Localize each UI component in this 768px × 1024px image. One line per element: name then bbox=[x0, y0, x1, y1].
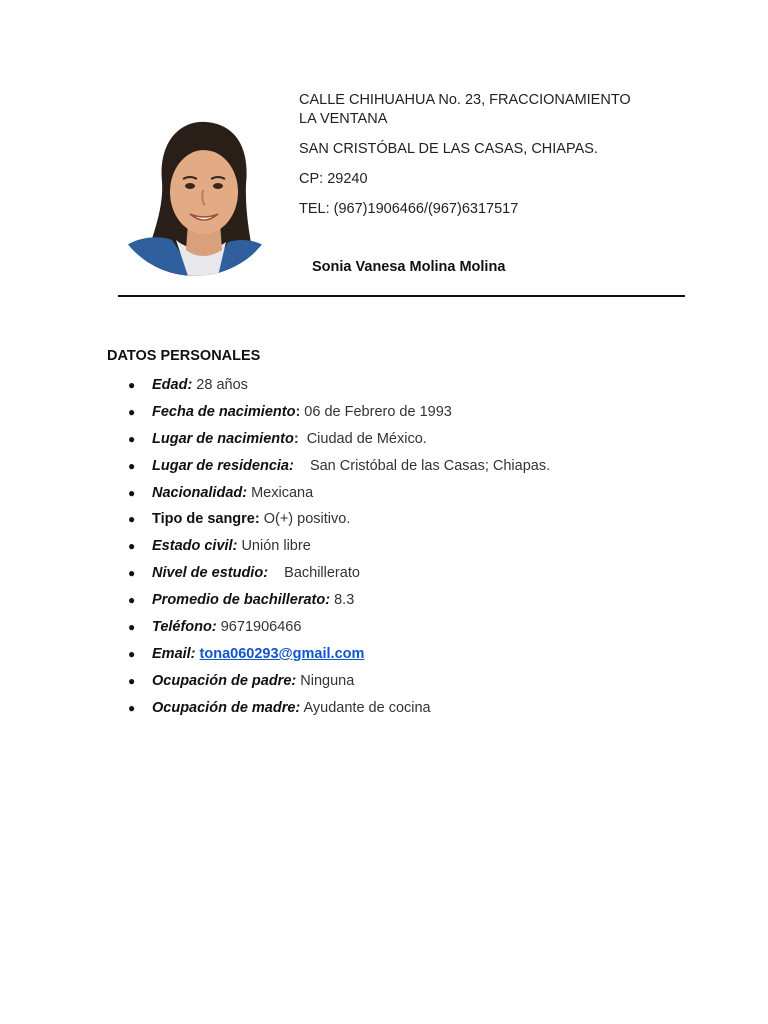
detail-label-colon: : bbox=[293, 430, 299, 447]
bullet-icon: ● bbox=[128, 646, 136, 661]
bullet-icon: ● bbox=[128, 566, 136, 581]
bullet-icon: ● bbox=[128, 673, 136, 688]
profile-photo-illustration bbox=[110, 112, 280, 276]
detail-blood-type bbox=[0, 510, 768, 537]
detail-father-occupation bbox=[0, 672, 768, 699]
bullet-icon: ● bbox=[128, 700, 136, 715]
detail-label: Fecha de nacimiento bbox=[152, 403, 296, 420]
address-city: SAN CRISTÓBAL DE LAS CASAS, CHIAPAS. bbox=[299, 141, 598, 157]
detail-value: Ninguna bbox=[296, 672, 355, 689]
detail-value: 8.3 bbox=[330, 592, 355, 609]
detail-nationality bbox=[0, 484, 768, 511]
detail-value: Bachillerato bbox=[268, 565, 360, 582]
detail-label: Email: bbox=[152, 645, 196, 662]
detail-label: Lugar de nacimiento bbox=[152, 430, 294, 447]
address-phone: TEL: (967)1906466/(967)6317517 bbox=[299, 201, 519, 217]
detail-label: Ocupación de madre: bbox=[152, 699, 301, 716]
personal-details-list bbox=[0, 376, 768, 726]
detail-value: Ciudad de México. bbox=[298, 430, 427, 447]
detail-label: Teléfono: bbox=[152, 619, 217, 636]
bullet-icon: ● bbox=[128, 458, 136, 473]
bullet-icon: ● bbox=[128, 485, 136, 500]
bullet-icon: ● bbox=[128, 512, 136, 527]
detail-age bbox=[0, 376, 768, 403]
detail-label: Ocupación de padre: bbox=[152, 672, 297, 689]
header-divider bbox=[118, 295, 685, 297]
detail-label: Promedio de bachillerato: bbox=[152, 592, 331, 609]
detail-value: Unión libre bbox=[237, 538, 311, 555]
detail-mother-occupation bbox=[0, 699, 768, 726]
detail-label: Estado civil: bbox=[152, 538, 238, 555]
detail-value: Ayudante de cocina bbox=[300, 699, 431, 716]
detail-value: 28 años bbox=[192, 377, 248, 393]
detail-value: Mexicana bbox=[247, 484, 314, 501]
detail-label-colon: : bbox=[295, 403, 301, 420]
address-line-1: CALLE CHIHUAHUA No. 23, FRACCIONAMIENTO bbox=[299, 92, 631, 108]
bullet-icon: ● bbox=[128, 404, 136, 419]
email-link[interactable]: tona060293@gmail.com bbox=[199, 645, 365, 662]
detail-residence bbox=[0, 457, 768, 484]
bullet-icon: ● bbox=[128, 620, 136, 635]
address-line-2: LA VENTANA bbox=[299, 111, 388, 127]
bullet-icon: ● bbox=[128, 378, 136, 392]
detail-value: 9671906466 bbox=[216, 619, 302, 636]
detail-email bbox=[0, 645, 768, 672]
detail-marital-status bbox=[0, 537, 768, 564]
address-postal-code: CP: 29240 bbox=[299, 171, 368, 187]
bullet-icon: ● bbox=[128, 431, 136, 446]
detail-birth-date bbox=[0, 403, 768, 430]
detail-value: O(+) positivo. bbox=[259, 511, 351, 528]
bullet-icon: ● bbox=[128, 539, 136, 554]
detail-label: Tipo de sangre: bbox=[152, 511, 260, 528]
bullet-icon: ● bbox=[128, 593, 136, 608]
detail-label: Edad: bbox=[152, 377, 193, 393]
detail-birth-place bbox=[0, 430, 768, 457]
detail-label: Lugar de residencia: bbox=[152, 457, 294, 474]
detail-gpa bbox=[0, 591, 768, 618]
detail-value: 06 de Febrero de 1993 bbox=[300, 403, 452, 420]
detail-education-level bbox=[0, 564, 768, 591]
detail-label: Nacionalidad: bbox=[152, 484, 248, 501]
detail-value: San Cristóbal de las Casas; Chiapas. bbox=[293, 457, 551, 474]
detail-label: Nivel de estudio: bbox=[152, 565, 269, 582]
address-block bbox=[299, 91, 679, 219]
profile-photo bbox=[110, 112, 280, 276]
section-title: DATOS PERSONALES bbox=[107, 348, 261, 364]
detail-phone bbox=[0, 618, 768, 645]
person-name: Sonia Vanesa Molina Molina bbox=[312, 259, 506, 275]
